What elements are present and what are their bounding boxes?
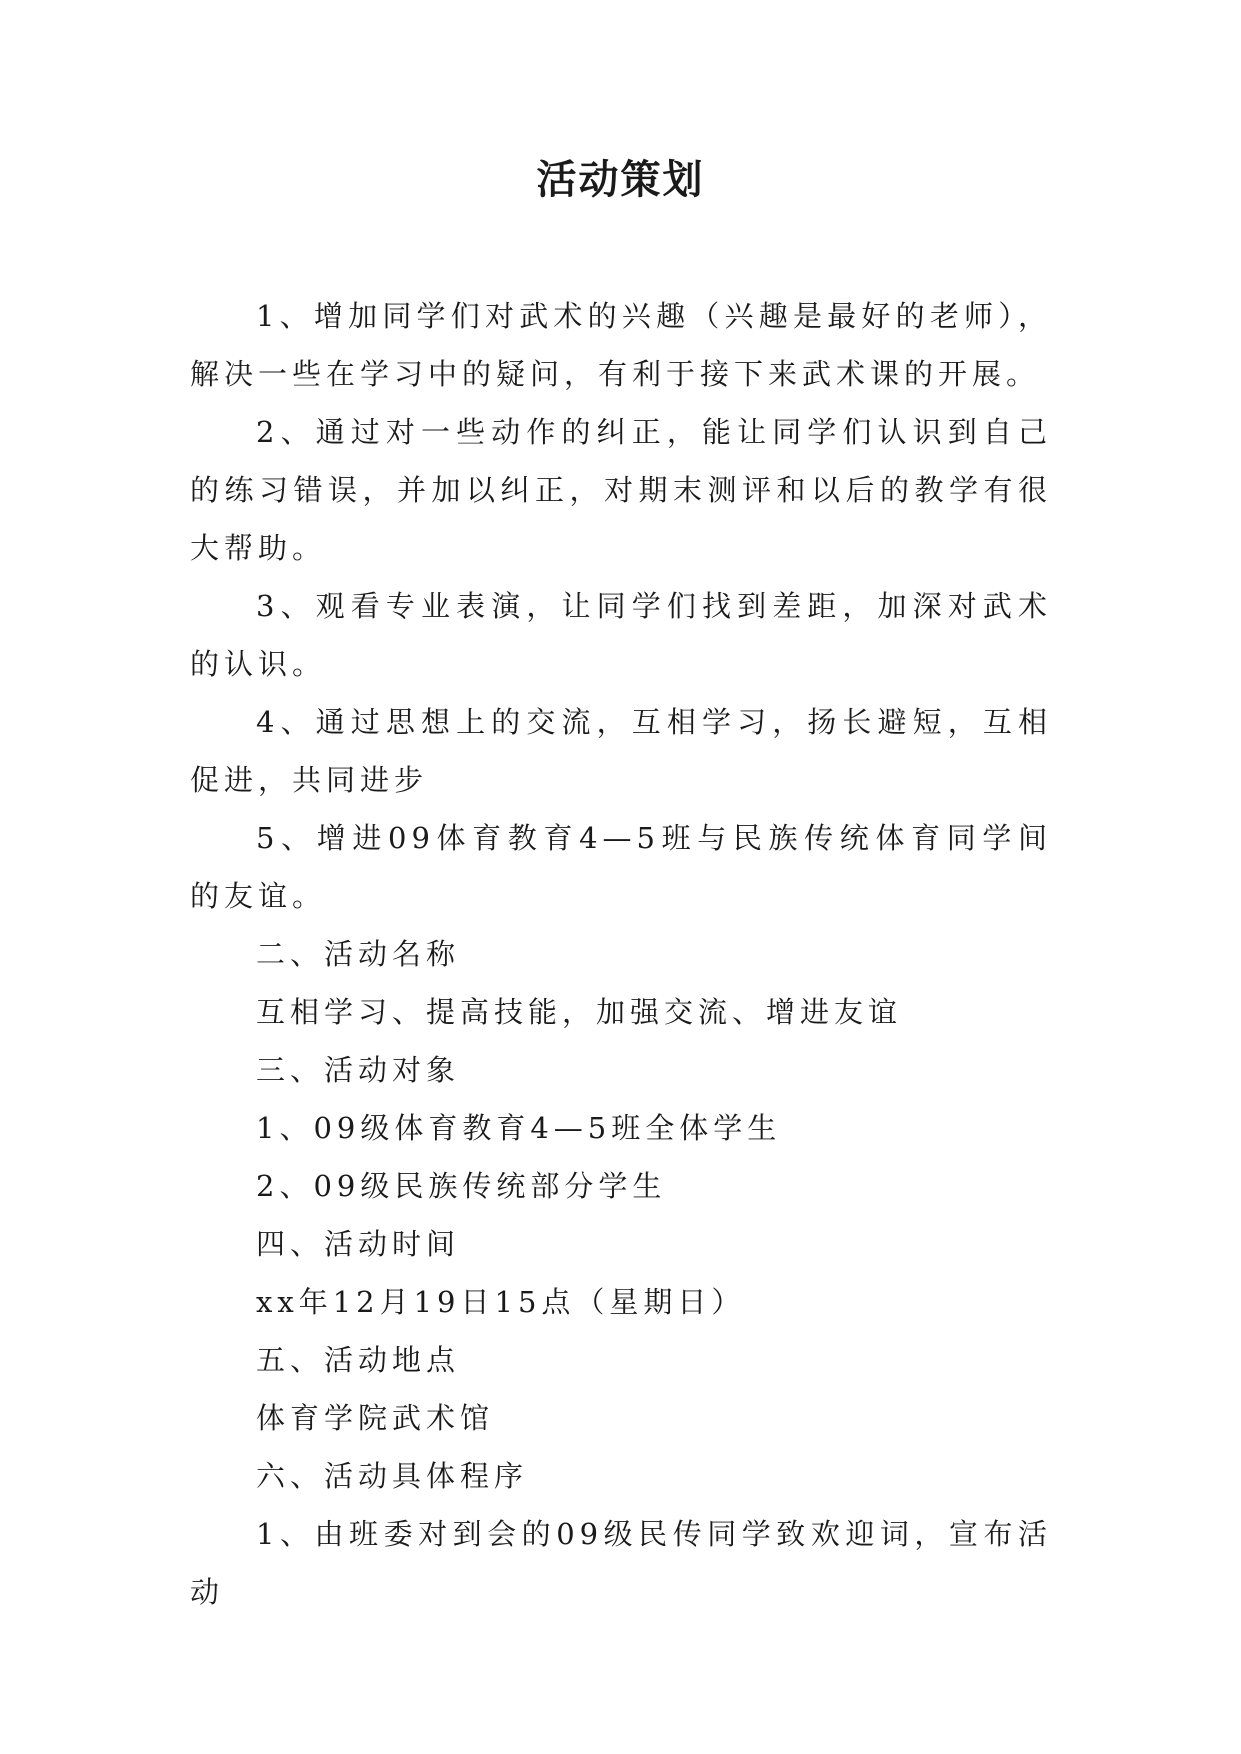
paragraph-purpose-3: 3、观看专业表演，让同学们找到差距，加深对武术的认识。 [190,589,1052,681]
section-heading-participants: 三、活动对象 [256,1053,461,1087]
paragraph-location: 体育学院武术馆 [256,1401,495,1435]
paragraph-participants-2: 2、09级民族传统部分学生 [256,1169,667,1203]
paragraph-participants-1: 1、09级体育教育4—5班全体学生 [256,1111,782,1145]
paragraph-purpose-1: 1、增加同学们对武术的兴趣（兴趣是最好的老师），解决一些在学习中的疑问，有利于接下来武术课的开展。 [190,299,1052,391]
paragraph-procedure-1: 1、由班委对到会的09级民传同学致欢迎词，宣布活动 [190,1517,1052,1609]
document-title: 活动策划 [536,156,705,203]
section-heading-name: 二、活动名称 [256,937,461,971]
document-body [190,287,1052,1621]
paragraph-purpose-4: 4、通过思想上的交流，互相学习，扬长避短，互相促进，共同进步 [190,705,1052,797]
section-heading-time: 四、活动时间 [256,1227,461,1261]
paragraph-purpose-5: 5、增进09体育教育4—5班与民族传统体育同学间的友谊。 [190,821,1052,913]
section-heading-location: 五、活动地点 [256,1343,461,1377]
paragraph-purpose-2: 2、通过对一些动作的纠正，能让同学们认识到自己的练习错误，并加以纠正，对期末测评和以后的教学有很大帮助。 [190,415,1052,565]
paragraph-time: xx年12月19日15点（星期日） [256,1285,746,1319]
paragraph-activity-name: 互相学习、提高技能，加强交流、增进友谊 [256,995,903,1029]
section-heading-procedure: 六、活动具体程序 [256,1459,529,1493]
